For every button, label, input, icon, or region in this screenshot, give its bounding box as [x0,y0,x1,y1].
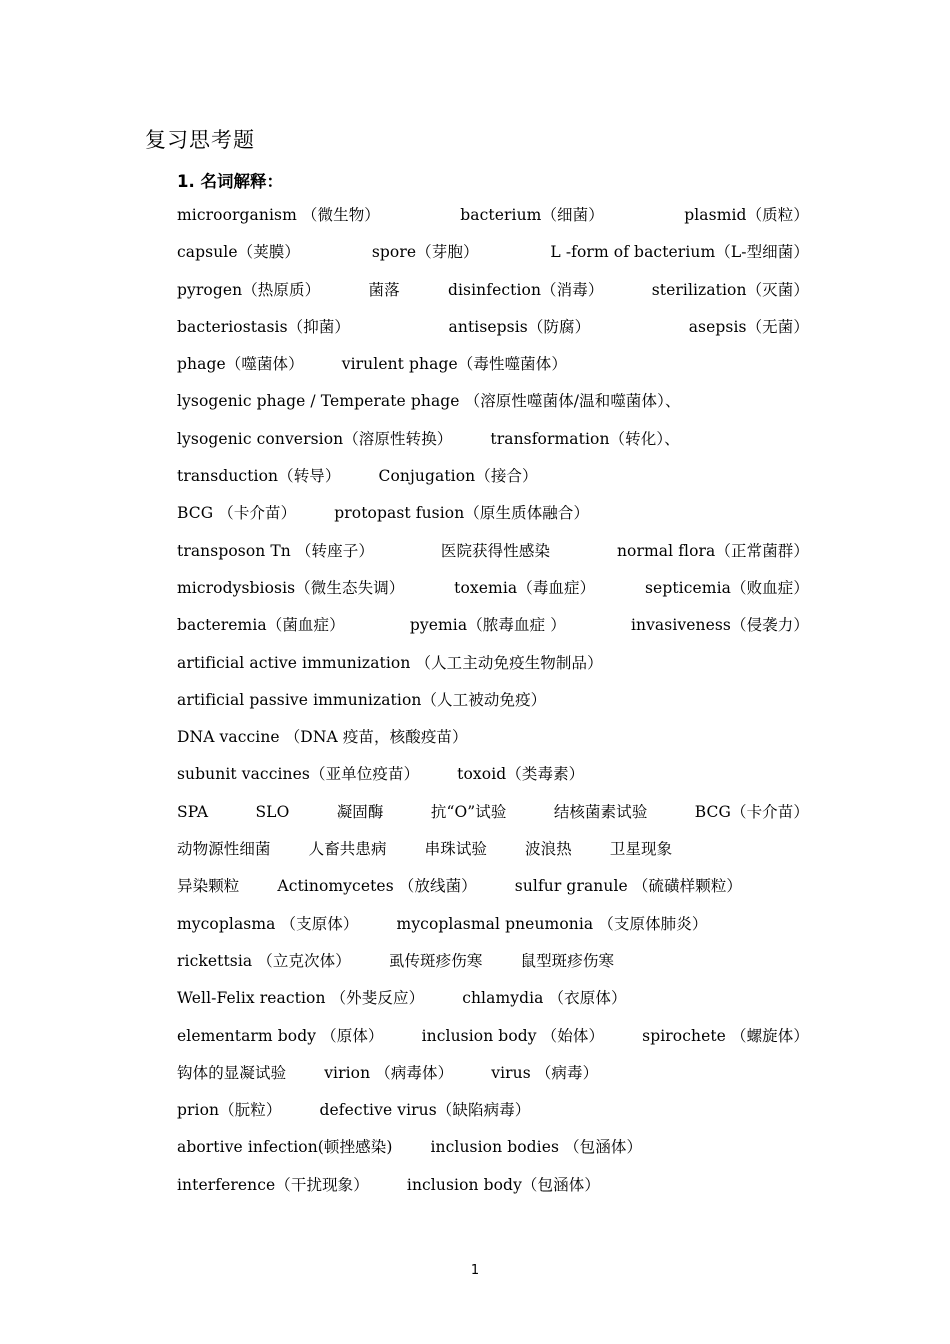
term-row [177,874,817,911]
term-entry: antisepsis（防腐） [448,317,591,336]
term-entry: inclusion bodies （包涵体） [430,1138,643,1157]
term-entry: toxoid（类毒素） [457,765,585,784]
term-entry: virus （病毒） [491,1063,599,1082]
term-entry: chlamydia （衣原体） [462,989,627,1008]
term-entry: bacterium（细菌） [460,206,604,224]
term-row [177,1024,809,1061]
term-entry: normal flora（正常菌群） [616,541,809,560]
term-row [177,1098,817,1135]
term-entry: Well-Felix reaction （外斐反应） [177,989,425,1008]
term-entry: phage（噬菌体） [177,355,304,374]
term-row [177,539,809,576]
section-heading: 1. 名词解释： [177,172,283,191]
term-row [177,651,817,688]
term-row [177,1135,817,1172]
term-entry: Actinomycetes （放线菌） [277,877,477,896]
term-entry: rickettsia （立克次体） [177,951,351,970]
term-entry: microdysbiosis（微生态失调） [177,578,405,597]
page-number: 1 [470,1263,480,1278]
term-entry: septicemia（败血症） [645,578,809,597]
term-entry: transduction（转导） [177,467,341,486]
term-row [177,576,809,613]
term-entry: capsule（荚膜） [177,243,301,262]
term-entry: 动物源性细菌 [177,840,271,859]
term-entry: disinfection（消毒） [447,280,604,299]
term-row [177,203,809,240]
term-entry: mycoplasma （支原体） [177,914,359,933]
term-row [177,949,817,986]
term-entry: bacteriostasis（抑菌） [177,317,351,336]
term-row [177,613,809,650]
term-row [177,352,817,389]
term-entry: DNA vaccine （DNA 疫苗，核酸疫苗） [177,728,468,747]
term-entry: sterilization（灭菌） [651,280,809,299]
term-entry: bacteremia（菌血症） [177,616,345,635]
term-entry: toxemia（毒血症） [454,578,596,597]
term-entry: 结核菌素试验 [553,802,648,821]
term-entry: inclusion body（包涵体） [406,1175,600,1194]
term-entry: 串珠试验 [424,840,488,859]
term-row [177,278,809,315]
term-row [177,800,809,837]
term-entry: defective virus（缺陷病毒） [319,1101,531,1120]
term-entry: 医院获得性感染 [440,541,551,560]
term-entry: lysogenic phage / Temperate phage （溶原性噬菌体/温和噬菌体）、 [177,392,681,411]
term-entry: 凝固酶 [336,802,384,821]
term-list [177,203,817,1210]
term-entry: plasmid（质粒） [684,206,809,224]
term-entry: 虱传斑疹伤寒 [388,951,483,970]
term-entry: asepsis（无菌） [688,317,809,336]
term-entry: prion（朊粒） [177,1101,282,1120]
term-row [177,762,817,799]
term-row [177,501,817,538]
term-entry: pyrogen（热原质） [177,280,321,299]
term-entry: spore（芽胞） [371,243,479,262]
term-entry: lysogenic conversion（溶原性转换） [177,429,453,448]
term-row [177,315,809,352]
term-entry: 鼠型斑疹伤寒 [520,951,615,970]
term-row [177,1173,817,1210]
term-entry: protopast fusion（原生质体融合） [334,504,590,523]
term-entry: 钩体的显凝试验 [177,1063,287,1082]
term-row [177,464,817,501]
term-entry: transformation（转化）、 [490,429,680,448]
term-entry: invasiveness（侵袭力） [630,616,809,635]
term-row [177,1061,817,1098]
term-row [177,688,817,725]
term-entry: 异染颗粒 [177,877,240,896]
term-entry: L -form of bacterium（L-型细菌） [550,243,809,262]
term-entry: SLO [255,802,290,821]
term-entry: 卫星现象 [609,840,673,859]
term-entry: artificial passive immunization（人工被动免疫） [177,690,547,709]
page-title: 复习思考题 [145,128,255,152]
term-entry: pyemia（脓毒血症 ） [409,616,566,635]
term-entry: SPA [177,802,209,821]
term-row [177,725,817,762]
term-entry: sulfur granule （硫磺样颗粒） [514,877,743,896]
term-row [177,389,817,426]
term-entry: spirochete （螺旋体） [642,1026,809,1045]
term-entry: virulent phage（毒性噬菌体） [341,355,567,374]
term-entry: 抗“O”试验 [430,802,507,821]
term-entry: BCG（卡介苗） [694,802,809,821]
term-entry: inclusion body （始体） [421,1026,605,1045]
term-entry: transposon Tn （转座子） [177,541,374,560]
term-entry: BCG （卡介苗） [177,504,297,523]
term-entry: mycoplasmal pneumonia （支原体肺炎） [396,914,708,933]
term-entry: abortive infection(顿挫感染) [177,1138,393,1157]
term-entry: Conjugation（接合） [378,467,538,486]
term-entry: elementarm body （原体） [177,1026,384,1045]
term-row [177,986,817,1023]
term-entry: interference（干扰现象） [177,1175,369,1194]
term-row [177,427,817,464]
term-entry: 人畜共患病 [308,840,387,859]
term-entry: microorganism （微生物） [177,206,380,224]
term-entry: artificial active immunization （人工主动免疫生物制品） [177,653,603,672]
term-entry: 波浪热 [525,840,572,859]
term-row [177,912,817,949]
term-row [177,240,809,277]
term-entry: 菌落 [368,280,400,299]
term-row [177,837,817,874]
term-entry: subunit vaccines（亚单位疫苗） [177,765,420,784]
term-entry: virion （病毒体） [324,1063,454,1082]
